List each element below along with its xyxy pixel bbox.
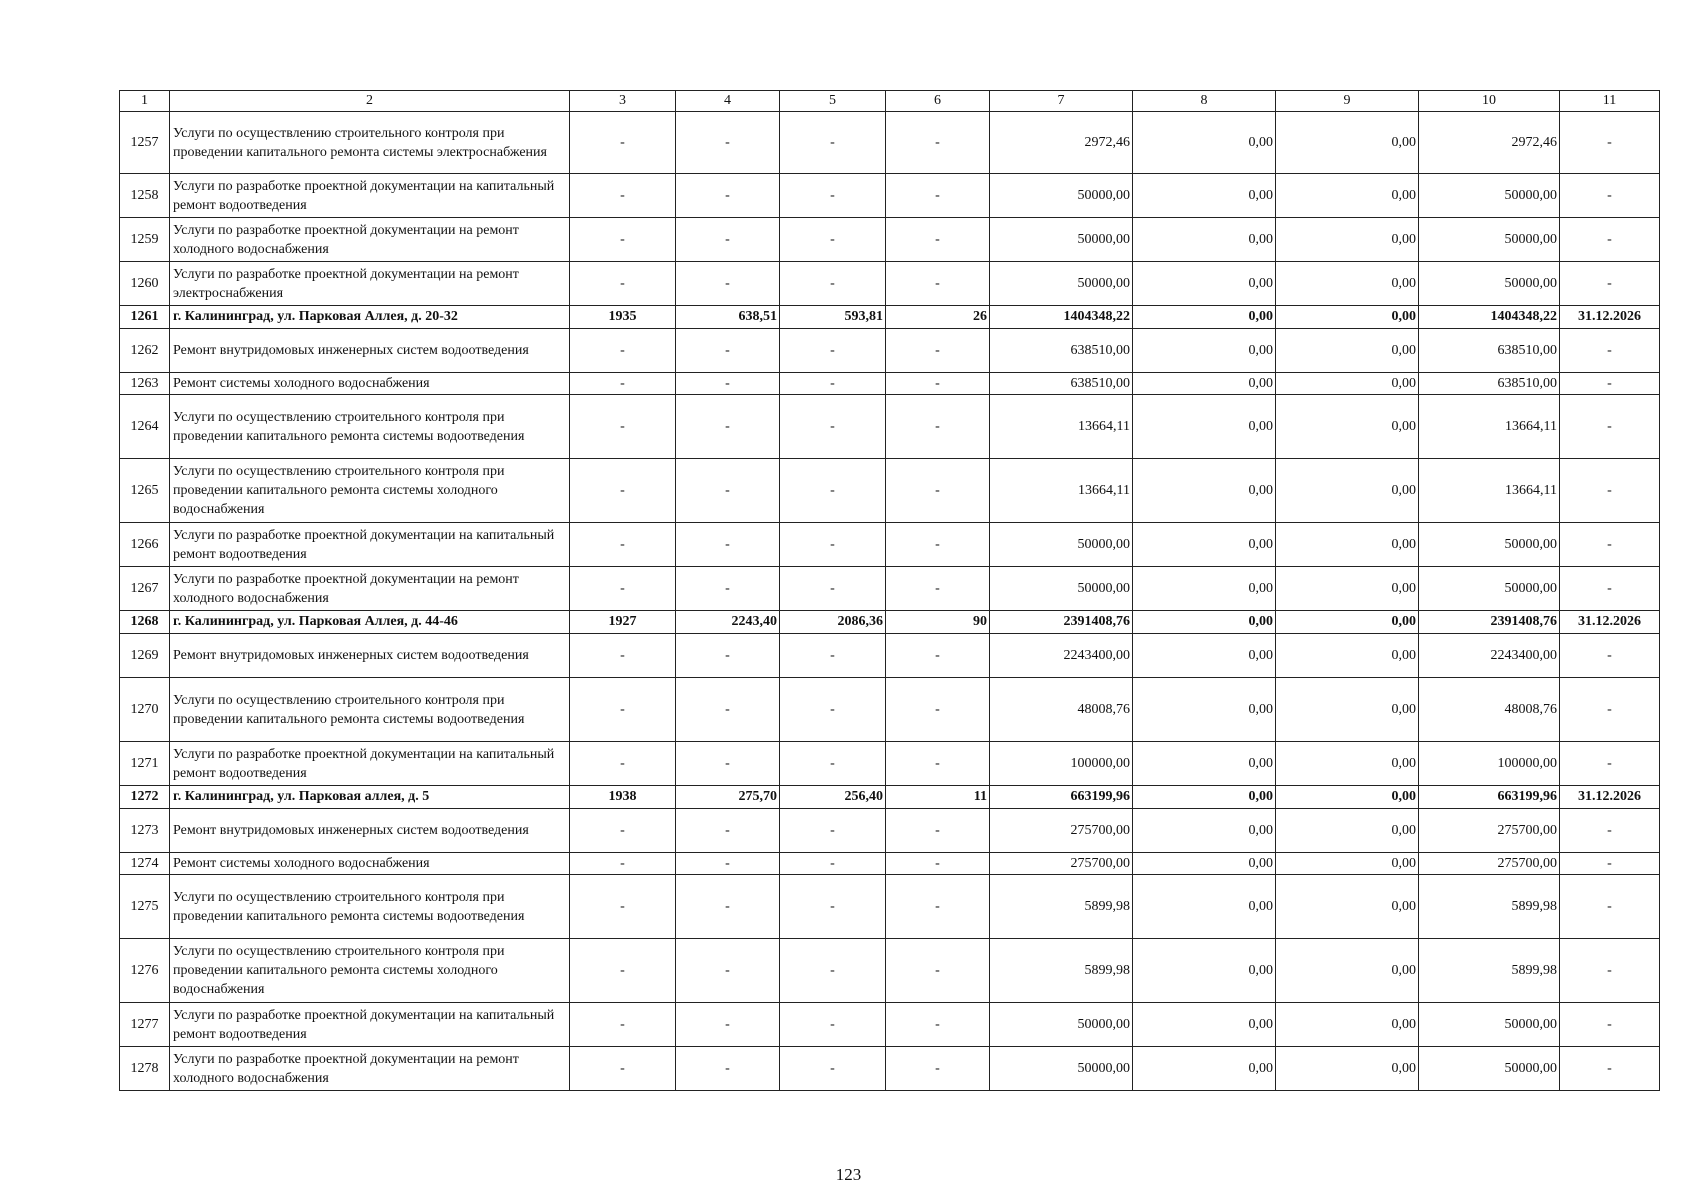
row-number-cell: 1257 xyxy=(120,112,170,174)
table-row xyxy=(120,112,1660,174)
deadline-cell: - xyxy=(1560,459,1660,523)
area-living-cell: - xyxy=(780,1003,886,1047)
cost-total-cell: 50000,00 xyxy=(990,218,1133,262)
area-total-cell: - xyxy=(676,112,780,174)
work-description-cell: Услуги по разработке проектной документации на капитальный ремонт водоотведения xyxy=(170,174,570,218)
budget-cell: 0,00 xyxy=(1276,523,1419,567)
deadline-cell: - xyxy=(1560,809,1660,853)
header-cell: 9 xyxy=(1276,91,1419,112)
row-number-cell: 1268 xyxy=(120,611,170,634)
fund-cell: 0,00 xyxy=(1133,395,1276,459)
budget-cell: 0,00 xyxy=(1276,742,1419,786)
cost-total-cell: 50000,00 xyxy=(990,523,1133,567)
year-cell: - xyxy=(570,523,676,567)
table-row xyxy=(120,395,1660,459)
table-row xyxy=(120,875,1660,939)
row-number-cell: 1266 xyxy=(120,523,170,567)
area-total-cell: - xyxy=(676,373,780,395)
budget-cell: 0,00 xyxy=(1276,1003,1419,1047)
area-living-cell: - xyxy=(780,329,886,373)
owners-funds-cell: 50000,00 xyxy=(1419,1003,1560,1047)
area-living-cell: - xyxy=(780,567,886,611)
area-total-cell: - xyxy=(676,1003,780,1047)
budget-cell: 0,00 xyxy=(1276,262,1419,306)
work-description-cell: Услуги по разработке проектной документации на ремонт электроснабжения xyxy=(170,262,570,306)
year-cell: - xyxy=(570,459,676,523)
fund-cell: 0,00 xyxy=(1133,875,1276,939)
budget-cell: 0,00 xyxy=(1276,678,1419,742)
owners-funds-cell: 50000,00 xyxy=(1419,262,1560,306)
residents-cell: - xyxy=(886,742,990,786)
deadline-cell: - xyxy=(1560,523,1660,567)
table-row xyxy=(120,742,1660,786)
table-row xyxy=(120,218,1660,262)
owners-funds-cell: 1404348,22 xyxy=(1419,306,1560,329)
table-row xyxy=(120,459,1660,523)
header-cell: 11 xyxy=(1560,91,1660,112)
table-row xyxy=(120,678,1660,742)
work-description-cell: Услуги по разработке проектной документации на капитальный ремонт водоотведения xyxy=(170,523,570,567)
deadline-cell: - xyxy=(1560,373,1660,395)
residents-cell: - xyxy=(886,853,990,875)
year-cell: 1927 xyxy=(570,611,676,634)
work-description-cell: Услуги по осуществлению строительного контроля при проведении капитального ремонта системы холодного водоснабжения xyxy=(170,939,570,1003)
deadline-cell: - xyxy=(1560,853,1660,875)
budget-cell: 0,00 xyxy=(1276,306,1419,329)
address-row xyxy=(120,786,1660,809)
budget-cell: 0,00 xyxy=(1276,634,1419,678)
owners-funds-cell: 275700,00 xyxy=(1419,809,1560,853)
area-living-cell: - xyxy=(780,742,886,786)
area-total-cell: - xyxy=(676,875,780,939)
area-living-cell: - xyxy=(780,174,886,218)
cost-total-cell: 2391408,76 xyxy=(990,611,1133,634)
row-number-cell: 1264 xyxy=(120,395,170,459)
budget-cell: 0,00 xyxy=(1276,786,1419,809)
area-total-cell: 2243,40 xyxy=(676,611,780,634)
residents-cell: - xyxy=(886,875,990,939)
fund-cell: 0,00 xyxy=(1133,112,1276,174)
owners-funds-cell: 2391408,76 xyxy=(1419,611,1560,634)
row-number-cell: 1275 xyxy=(120,875,170,939)
fund-cell: 0,00 xyxy=(1133,306,1276,329)
work-description-cell: Ремонт внутридомовых инженерных систем водоотведения xyxy=(170,634,570,678)
work-description-cell: г. Калининград, ул. Парковая Аллея, д. 20-32 xyxy=(170,306,570,329)
owners-funds-cell: 275700,00 xyxy=(1419,853,1560,875)
year-cell: - xyxy=(570,262,676,306)
row-number-cell: 1263 xyxy=(120,373,170,395)
deadline-cell: - xyxy=(1560,742,1660,786)
residents-cell: - xyxy=(886,373,990,395)
address-row xyxy=(120,611,1660,634)
work-description-cell: г. Калининград, ул. Парковая Аллея, д. 44-46 xyxy=(170,611,570,634)
budget-cell: 0,00 xyxy=(1276,174,1419,218)
table-row xyxy=(120,373,1660,395)
work-description-cell: Услуги по разработке проектной документации на капитальный ремонт водоотведения xyxy=(170,742,570,786)
budget-cell: 0,00 xyxy=(1276,1047,1419,1091)
fund-cell: 0,00 xyxy=(1133,809,1276,853)
area-living-cell: - xyxy=(780,523,886,567)
table-row xyxy=(120,939,1660,1003)
owners-funds-cell: 50000,00 xyxy=(1419,218,1560,262)
table-row xyxy=(120,523,1660,567)
fund-cell: 0,00 xyxy=(1133,523,1276,567)
area-living-cell: - xyxy=(780,262,886,306)
area-living-cell: - xyxy=(780,634,886,678)
area-total-cell: - xyxy=(676,262,780,306)
area-living-cell: - xyxy=(780,459,886,523)
table-row xyxy=(120,567,1660,611)
area-living-cell: 593,81 xyxy=(780,306,886,329)
cost-total-cell: 2243400,00 xyxy=(990,634,1133,678)
year-cell: - xyxy=(570,1003,676,1047)
work-description-cell: Услуги по осуществлению строительного контроля при проведении капитального ремонта системы водоотведения xyxy=(170,678,570,742)
owners-funds-cell: 50000,00 xyxy=(1419,174,1560,218)
year-cell: - xyxy=(570,1047,676,1091)
area-living-cell: - xyxy=(780,678,886,742)
fund-cell: 0,00 xyxy=(1133,634,1276,678)
area-living-cell: - xyxy=(780,395,886,459)
work-description-cell: Услуги по осуществлению строительного контроля при проведении капитального ремонта системы водоотведения xyxy=(170,395,570,459)
area-total-cell: 275,70 xyxy=(676,786,780,809)
budget-cell: 0,00 xyxy=(1276,939,1419,1003)
residents-cell: - xyxy=(886,395,990,459)
year-cell: - xyxy=(570,634,676,678)
row-number-cell: 1271 xyxy=(120,742,170,786)
header-cell: 7 xyxy=(990,91,1133,112)
fund-cell: 0,00 xyxy=(1133,567,1276,611)
header-cell: 4 xyxy=(676,91,780,112)
year-cell: - xyxy=(570,875,676,939)
work-description-cell: Ремонт системы холодного водоснабжения xyxy=(170,373,570,395)
area-total-cell: - xyxy=(676,678,780,742)
deadline-cell: - xyxy=(1560,112,1660,174)
row-number-cell: 1267 xyxy=(120,567,170,611)
deadline-cell: - xyxy=(1560,174,1660,218)
work-description-cell: Услуги по разработке проектной документации на ремонт холодного водоснабжения xyxy=(170,218,570,262)
row-number-cell: 1265 xyxy=(120,459,170,523)
year-cell: - xyxy=(570,395,676,459)
budget-cell: 0,00 xyxy=(1276,567,1419,611)
cost-total-cell: 50000,00 xyxy=(990,1003,1133,1047)
owners-funds-cell: 5899,98 xyxy=(1419,875,1560,939)
residents-cell: 90 xyxy=(886,611,990,634)
cost-total-cell: 100000,00 xyxy=(990,742,1133,786)
area-total-cell: - xyxy=(676,634,780,678)
area-total-cell: - xyxy=(676,809,780,853)
deadline-cell: - xyxy=(1560,1003,1660,1047)
owners-funds-cell: 5899,98 xyxy=(1419,939,1560,1003)
area-total-cell: - xyxy=(676,939,780,1003)
deadline-cell: - xyxy=(1560,634,1660,678)
cost-total-cell: 48008,76 xyxy=(990,678,1133,742)
row-number-cell: 1261 xyxy=(120,306,170,329)
residents-cell: - xyxy=(886,567,990,611)
cost-total-cell: 638510,00 xyxy=(990,373,1133,395)
area-living-cell: 256,40 xyxy=(780,786,886,809)
area-total-cell: - xyxy=(676,395,780,459)
residents-cell: 11 xyxy=(886,786,990,809)
residents-cell: - xyxy=(886,939,990,1003)
fund-cell: 0,00 xyxy=(1133,786,1276,809)
residents-cell: - xyxy=(886,174,990,218)
deadline-cell: - xyxy=(1560,262,1660,306)
area-living-cell: 2086,36 xyxy=(780,611,886,634)
row-number-cell: 1262 xyxy=(120,329,170,373)
year-cell: - xyxy=(570,218,676,262)
cost-total-cell: 2972,46 xyxy=(990,112,1133,174)
work-description-cell: Услуги по разработке проектной документации на ремонт холодного водоснабжения xyxy=(170,1047,570,1091)
budget-cell: 0,00 xyxy=(1276,853,1419,875)
header-cell: 2 xyxy=(170,91,570,112)
budget-cell: 0,00 xyxy=(1276,459,1419,523)
residents-cell: - xyxy=(886,329,990,373)
header-cell: 1 xyxy=(120,91,170,112)
row-number-cell: 1269 xyxy=(120,634,170,678)
deadline-cell: - xyxy=(1560,567,1660,611)
fund-cell: 0,00 xyxy=(1133,611,1276,634)
area-total-cell: - xyxy=(676,853,780,875)
year-cell: - xyxy=(570,939,676,1003)
budget-cell: 0,00 xyxy=(1276,112,1419,174)
area-total-cell: - xyxy=(676,567,780,611)
deadline-cell: - xyxy=(1560,678,1660,742)
area-living-cell: - xyxy=(780,809,886,853)
owners-funds-cell: 100000,00 xyxy=(1419,742,1560,786)
cost-total-cell: 13664,11 xyxy=(990,395,1133,459)
deadline-cell: - xyxy=(1560,875,1660,939)
area-living-cell: - xyxy=(780,218,886,262)
work-description-cell: Ремонт внутридомовых инженерных систем водоотведения xyxy=(170,329,570,373)
cost-total-cell: 50000,00 xyxy=(990,567,1133,611)
row-number-cell: 1276 xyxy=(120,939,170,1003)
cost-total-cell: 275700,00 xyxy=(990,853,1133,875)
work-description-cell: Ремонт внутридомовых инженерных систем водоотведения xyxy=(170,809,570,853)
fund-cell: 0,00 xyxy=(1133,678,1276,742)
area-total-cell: 638,51 xyxy=(676,306,780,329)
area-living-cell: - xyxy=(780,875,886,939)
fund-cell: 0,00 xyxy=(1133,329,1276,373)
row-number-cell: 1274 xyxy=(120,853,170,875)
area-total-cell: - xyxy=(676,218,780,262)
area-living-cell: - xyxy=(780,939,886,1003)
area-living-cell: - xyxy=(780,853,886,875)
owners-funds-cell: 50000,00 xyxy=(1419,1047,1560,1091)
area-living-cell: - xyxy=(780,112,886,174)
residents-cell: - xyxy=(886,634,990,678)
cost-total-cell: 1404348,22 xyxy=(990,306,1133,329)
work-description-cell: Услуги по разработке проектной документации на ремонт холодного водоснабжения xyxy=(170,567,570,611)
budget-cell: 0,00 xyxy=(1276,809,1419,853)
owners-funds-cell: 48008,76 xyxy=(1419,678,1560,742)
deadline-cell: - xyxy=(1560,329,1660,373)
owners-funds-cell: 50000,00 xyxy=(1419,567,1560,611)
area-living-cell: - xyxy=(780,1047,886,1091)
fund-cell: 0,00 xyxy=(1133,373,1276,395)
area-total-cell: - xyxy=(676,1047,780,1091)
year-cell: - xyxy=(570,329,676,373)
budget-cell: 0,00 xyxy=(1276,611,1419,634)
area-total-cell: - xyxy=(676,742,780,786)
column-number-header-row xyxy=(120,91,1660,112)
fund-cell: 0,00 xyxy=(1133,853,1276,875)
residents-cell: - xyxy=(886,809,990,853)
owners-funds-cell: 50000,00 xyxy=(1419,523,1560,567)
table-row xyxy=(120,262,1660,306)
deadline-cell: - xyxy=(1560,395,1660,459)
year-cell: - xyxy=(570,678,676,742)
residents-cell: - xyxy=(886,459,990,523)
owners-funds-cell: 663199,96 xyxy=(1419,786,1560,809)
fund-cell: 0,00 xyxy=(1133,174,1276,218)
owners-funds-cell: 2243400,00 xyxy=(1419,634,1560,678)
cost-total-cell: 275700,00 xyxy=(990,809,1133,853)
budget-cell: 0,00 xyxy=(1276,373,1419,395)
work-description-cell: Услуги по осуществлению строительного контроля при проведении капитального ремонта системы холодного водоснабжения xyxy=(170,459,570,523)
fund-cell: 0,00 xyxy=(1133,218,1276,262)
table-row xyxy=(120,174,1660,218)
residents-cell: 26 xyxy=(886,306,990,329)
cost-total-cell: 663199,96 xyxy=(990,786,1133,809)
fund-cell: 0,00 xyxy=(1133,939,1276,1003)
owners-funds-cell: 638510,00 xyxy=(1419,329,1560,373)
table-row xyxy=(120,329,1660,373)
cost-total-cell: 50000,00 xyxy=(990,174,1133,218)
deadline-cell: 31.12.2026 xyxy=(1560,306,1660,329)
deadline-cell: 31.12.2026 xyxy=(1560,786,1660,809)
row-number-cell: 1273 xyxy=(120,809,170,853)
table-row xyxy=(120,634,1660,678)
budget-cell: 0,00 xyxy=(1276,218,1419,262)
budget-cell: 0,00 xyxy=(1276,329,1419,373)
page-number: 123 xyxy=(835,1165,862,1184)
year-cell: - xyxy=(570,742,676,786)
year-cell: 1938 xyxy=(570,786,676,809)
owners-funds-cell: 2972,46 xyxy=(1419,112,1560,174)
work-description-cell: Ремонт системы холодного водоснабжения xyxy=(170,853,570,875)
owners-funds-cell: 13664,11 xyxy=(1419,459,1560,523)
area-total-cell: - xyxy=(676,174,780,218)
year-cell: 1935 xyxy=(570,306,676,329)
budget-cell: 0,00 xyxy=(1276,395,1419,459)
owners-funds-cell: 638510,00 xyxy=(1419,373,1560,395)
cost-total-cell: 50000,00 xyxy=(990,262,1133,306)
address-row xyxy=(120,306,1660,329)
table-row xyxy=(120,809,1660,853)
year-cell: - xyxy=(570,174,676,218)
area-living-cell: - xyxy=(780,373,886,395)
fund-cell: 0,00 xyxy=(1133,742,1276,786)
work-description-cell: г. Калининград, ул. Парковая аллея, д. 5 xyxy=(170,786,570,809)
header-cell: 6 xyxy=(886,91,990,112)
residents-cell: - xyxy=(886,262,990,306)
work-description-cell: Услуги по осуществлению строительного контроля при проведении капитального ремонта системы водоотведения xyxy=(170,875,570,939)
header-cell: 3 xyxy=(570,91,676,112)
year-cell: - xyxy=(570,112,676,174)
area-total-cell: - xyxy=(676,329,780,373)
row-number-cell: 1258 xyxy=(120,174,170,218)
residents-cell: - xyxy=(886,1047,990,1091)
area-total-cell: - xyxy=(676,459,780,523)
residents-cell: - xyxy=(886,112,990,174)
deadline-cell: 31.12.2026 xyxy=(1560,611,1660,634)
year-cell: - xyxy=(570,373,676,395)
row-number-cell: 1277 xyxy=(120,1003,170,1047)
cost-total-cell: 50000,00 xyxy=(990,1047,1133,1091)
fund-cell: 0,00 xyxy=(1133,1047,1276,1091)
deadline-cell: - xyxy=(1560,939,1660,1003)
cost-total-cell: 5899,98 xyxy=(990,939,1133,1003)
row-number-cell: 1259 xyxy=(120,218,170,262)
table-row xyxy=(120,1003,1660,1047)
deadline-cell: - xyxy=(1560,1047,1660,1091)
fund-cell: 0,00 xyxy=(1133,1003,1276,1047)
cost-total-cell: 13664,11 xyxy=(990,459,1133,523)
row-number-cell: 1272 xyxy=(120,786,170,809)
cost-total-cell: 638510,00 xyxy=(990,329,1133,373)
cost-total-cell: 5899,98 xyxy=(990,875,1133,939)
table-row xyxy=(120,1047,1660,1091)
row-number-cell: 1260 xyxy=(120,262,170,306)
header-cell: 5 xyxy=(780,91,886,112)
row-number-cell: 1278 xyxy=(120,1047,170,1091)
area-total-cell: - xyxy=(676,523,780,567)
year-cell: - xyxy=(570,567,676,611)
residents-cell: - xyxy=(886,1003,990,1047)
residents-cell: - xyxy=(886,523,990,567)
fund-cell: 0,00 xyxy=(1133,459,1276,523)
residents-cell: - xyxy=(886,678,990,742)
budget-cell: 0,00 xyxy=(1276,875,1419,939)
row-number-cell: 1270 xyxy=(120,678,170,742)
residents-cell: - xyxy=(886,218,990,262)
work-description-cell: Услуги по осуществлению строительного контроля при проведении капитального ремонта системы электроснабжения xyxy=(170,112,570,174)
table-row xyxy=(120,853,1660,875)
header-cell: 8 xyxy=(1133,91,1276,112)
fund-cell: 0,00 xyxy=(1133,262,1276,306)
owners-funds-cell: 13664,11 xyxy=(1419,395,1560,459)
work-description-cell: Услуги по разработке проектной документации на капитальный ремонт водоотведения xyxy=(170,1003,570,1047)
year-cell: - xyxy=(570,809,676,853)
year-cell: - xyxy=(570,853,676,875)
header-cell: 10 xyxy=(1419,91,1560,112)
repair-schedule-table xyxy=(119,90,1660,1091)
deadline-cell: - xyxy=(1560,218,1660,262)
